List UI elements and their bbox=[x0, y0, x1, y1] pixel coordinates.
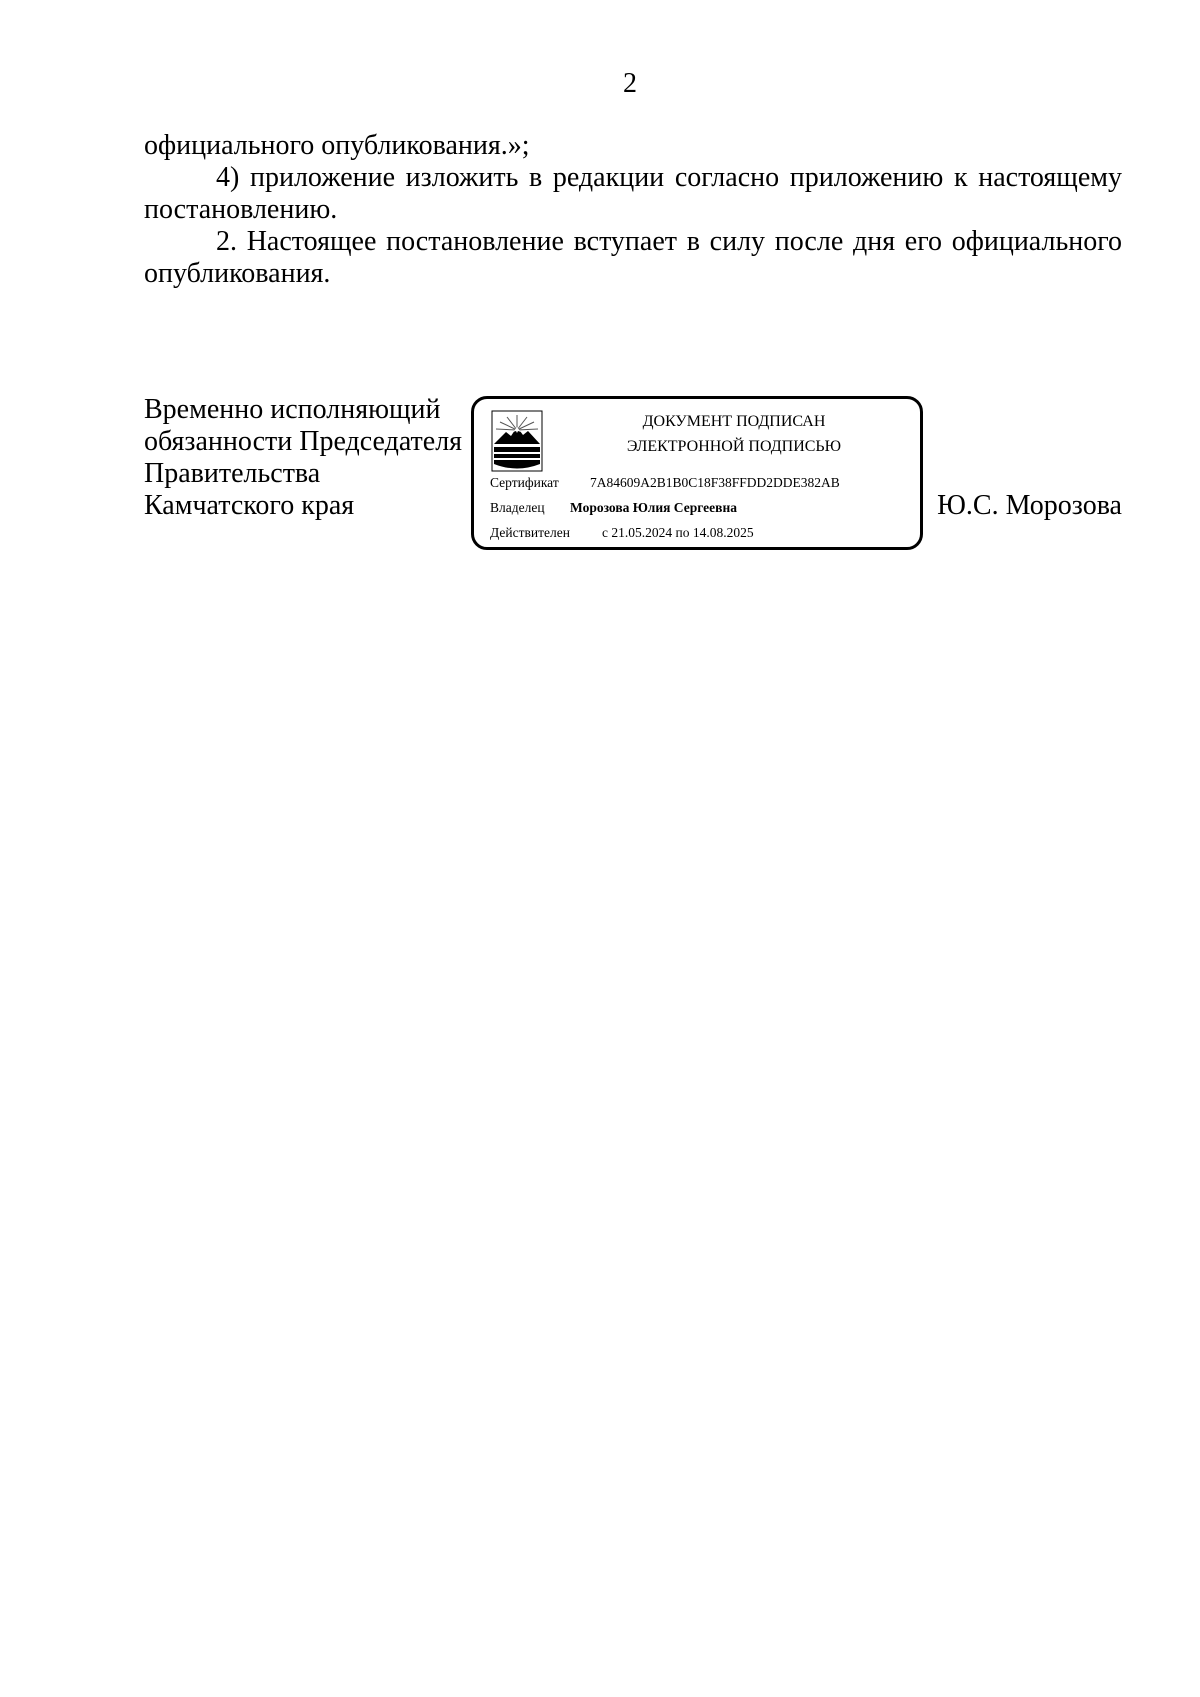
paragraph-clause-2: 2. Настоящее постановление вступает в силу после дня его официального опубликования. bbox=[144, 226, 1122, 289]
position-line: Правительства bbox=[144, 458, 321, 489]
position-line: Временно исполняющий bbox=[144, 394, 441, 425]
stamp-title-line: ДОКУМЕНТ ПОДПИСАН bbox=[642, 413, 826, 430]
stamp-owner-row bbox=[490, 500, 737, 516]
stamp-certificate-row bbox=[490, 475, 840, 491]
electronic-signature-stamp bbox=[471, 396, 923, 550]
owner-value: Морозова Юлия Сергеевна bbox=[570, 500, 737, 515]
certificate-value: 7A84609A2B1B0C18F38FFDD2DDE382AB bbox=[590, 475, 840, 490]
signatory-name: Ю.С. Морозова bbox=[937, 490, 1122, 521]
owner-label: Владелец bbox=[490, 500, 545, 515]
signatory-position bbox=[144, 394, 462, 522]
position-line: обязанности Председателя bbox=[144, 426, 463, 457]
stamp-validity-row bbox=[490, 525, 754, 541]
validity-label: Действителен bbox=[490, 525, 570, 540]
stamp-title bbox=[584, 409, 884, 459]
paragraph-continuation: официального опубликования.»; bbox=[144, 130, 530, 161]
certificate-label: Сертификат bbox=[490, 475, 559, 490]
page-number: 2 bbox=[623, 68, 637, 99]
kamchatka-coat-of-arms-icon bbox=[491, 410, 543, 472]
position-line: Камчатского края bbox=[144, 490, 355, 521]
stamp-title-line: ЭЛЕКТРОННОЙ ПОДПИСЬЮ bbox=[626, 438, 842, 455]
body-text bbox=[144, 130, 1122, 290]
validity-value: с 21.05.2024 по 14.08.2025 bbox=[602, 525, 754, 540]
paragraph-item-4: 4) приложение изложить в редакции согласно приложению к настоящему постановлению. bbox=[144, 162, 1122, 225]
